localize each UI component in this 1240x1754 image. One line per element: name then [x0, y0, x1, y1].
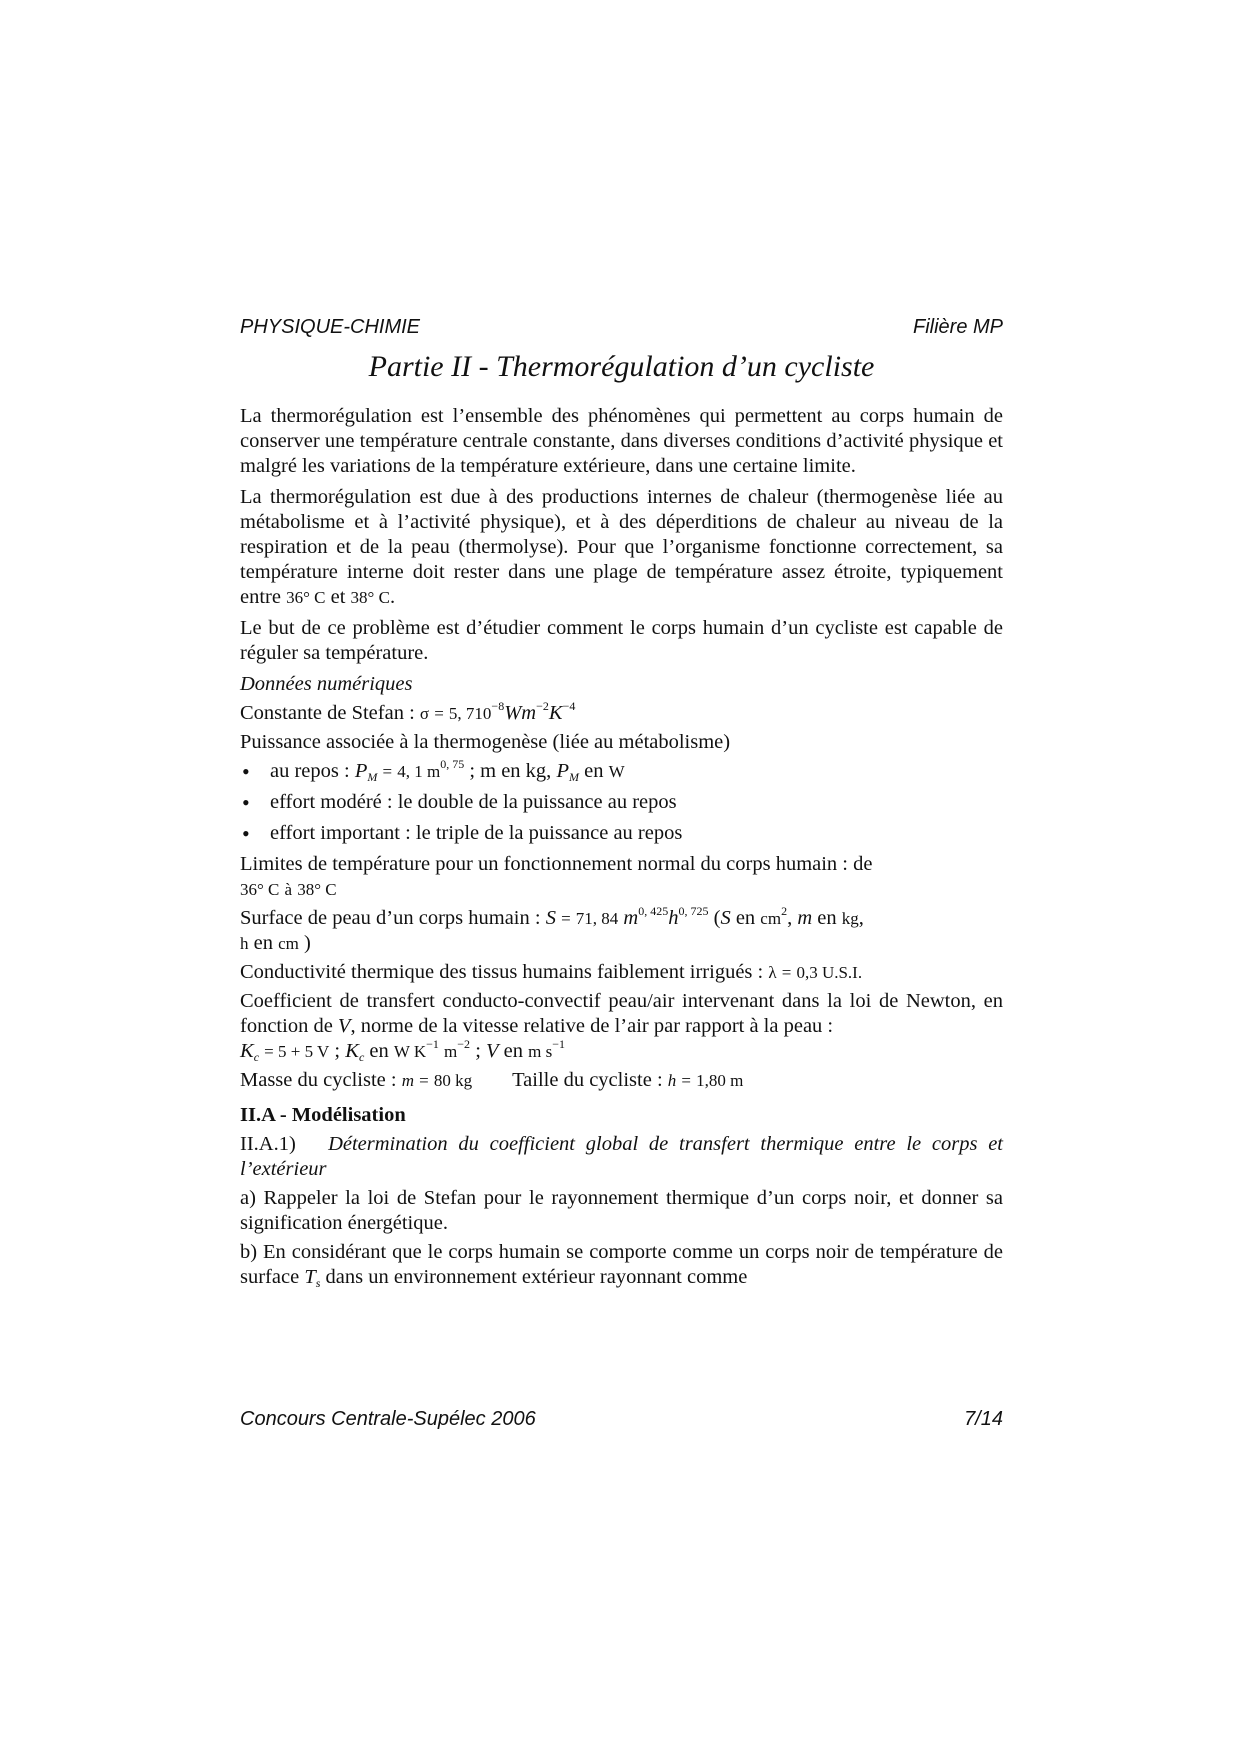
exponent: −2 [457, 1037, 471, 1051]
k-subscript: c [253, 1050, 260, 1064]
question-b-text: b) En considérant que le corps humain se comporte comme un corps noir de température de surface [240, 1241, 1003, 1288]
unit-watt: W [608, 762, 625, 781]
stefan-label: Constante de Stefan : [240, 702, 415, 724]
en-word: en [584, 760, 604, 782]
t-subscript: s [315, 1276, 321, 1290]
mass-label: Masse du cycliste : [240, 1069, 397, 1091]
power-intro: Puissance associée à la thermogenèse (liée au métabolisme) [240, 731, 731, 753]
equals: = [561, 909, 571, 928]
exponent: 0, 725 [678, 904, 709, 918]
rest-label: au repos : [270, 760, 350, 782]
question-heading [240, 1132, 1003, 1182]
pm-symbol: P [354, 760, 368, 782]
exponent: 0, 75 [440, 757, 465, 771]
comma: , [858, 907, 864, 929]
page-title: Partie II - Thermorégulation d’un cycliste [368, 350, 875, 383]
height-value: 1,80 m [696, 1071, 744, 1090]
lambda-symbol: λ [768, 963, 777, 982]
coefficient-text: Coefficient de transfert conducto-convectif peau/air intervenant dans la loi de Newton, en fonction de [240, 990, 1003, 1037]
sigma-symbol: σ [419, 704, 430, 723]
semicolon: ; [334, 1040, 341, 1062]
power-list [240, 759, 1003, 846]
unit-m: m [444, 1042, 458, 1061]
question-number: II.A.1) [240, 1133, 296, 1155]
en-word: en [735, 907, 756, 929]
mass-value: 80 kg [433, 1071, 473, 1090]
kc-formula: = 5 + 5 V [264, 1042, 330, 1061]
temperature-low: 36° C [286, 588, 326, 607]
exponent: −4 [562, 699, 576, 713]
unit-wk: W K [393, 1042, 427, 1061]
question-b [240, 1240, 1003, 1290]
temperature-low: 36° C [240, 880, 280, 899]
exponent: −1 [426, 1037, 439, 1051]
stefan-value: 5, 710 [448, 704, 492, 723]
en-word: en [253, 932, 273, 954]
exponent: −1 [552, 1037, 566, 1051]
main-text [240, 404, 1003, 1294]
unit-w: W [504, 702, 522, 724]
pm-subscript: M [367, 770, 378, 784]
temperature-limits [240, 852, 1003, 902]
skin-surface [240, 906, 1003, 956]
v-symbol: V [337, 1015, 351, 1037]
surface-label: Surface de peau d’un corps humain : [240, 907, 541, 929]
data-heading-text: Données numériques [240, 673, 413, 695]
pm-symbol: P [556, 760, 569, 782]
question-a: a) Rappeler la loi de Stefan pour le rayonnement thermique d’un corps noir, et donner sa signification énergétique. [240, 1187, 1003, 1234]
period: . [389, 586, 396, 608]
unit-kg: kg [841, 909, 859, 928]
temperature-high: 38° C [350, 588, 390, 607]
exponent: −2 [536, 699, 549, 713]
question-b-text-end: dans un environnement extérieur rayonnant comme [325, 1266, 748, 1288]
exponent: −8 [491, 699, 505, 713]
conductivity-label: Conductivité thermique des tissus humains faiblement irrigués : [240, 961, 764, 983]
t-symbol: T [304, 1266, 316, 1288]
height-label: Taille du cycliste : [512, 1069, 663, 1091]
conjunction: et [330, 586, 346, 608]
page-number: 7/14 [964, 1408, 1003, 1430]
equals: = [419, 1071, 429, 1090]
paren-open: ( [713, 907, 721, 929]
h-symbol: h [667, 1071, 677, 1090]
en-word: en [817, 907, 837, 929]
temperature-high: 38° C [297, 880, 337, 899]
equals: = [681, 1071, 691, 1090]
unit-cm: cm [278, 934, 299, 953]
unit-m: m [521, 702, 537, 724]
cyclist-data [240, 1068, 1003, 1093]
thermal-conductivity [240, 960, 1003, 985]
en-word: en [369, 1040, 389, 1062]
paren-close: ) [304, 932, 311, 954]
running-header-subject: PHYSIQUE-CHIMIE [240, 316, 421, 338]
list-item-rest [240, 759, 1003, 784]
surface-coef: 71, 84 [575, 909, 619, 928]
paragraph-goal: Le but de ce problème est d’étudier comment le corps humain d’un cycliste est capable de réguler sa température. [240, 617, 1003, 664]
paragraph-thermoregulation [240, 485, 1003, 610]
k-subscript: c [358, 1050, 365, 1064]
transfer-coefficient [240, 989, 1003, 1064]
m-symbol: m [797, 907, 813, 929]
unit-cm: cm [760, 909, 782, 928]
list-item-moderate: • effort modéré : le double de la puissance au repos [240, 790, 1003, 815]
v-symbol: V [486, 1040, 499, 1062]
rest-units: ; m en kg, [469, 760, 552, 782]
equals: = [382, 762, 393, 781]
exponent: 2 [781, 904, 788, 918]
limits-text: Limites de température pour un fonctionnement normal du corps humain : de [240, 853, 873, 875]
equals: = [434, 704, 444, 723]
m-symbol: m [401, 1071, 414, 1090]
paragraph-intro: La thermorégulation est l’ensemble des phénomènes qui permettent au corps humain de conserver une température centrale constante, dans diverses conditions d’activité physique et malgré les variations de la température extérieure, dans une certaine limite. [240, 405, 1003, 477]
coefficient-text-end: , norme de la vitesse relative de l’air par rapport à la peau : [350, 1015, 834, 1037]
s-symbol: S [545, 907, 556, 929]
unit-ms: m s [528, 1042, 553, 1061]
stefan-constant [240, 701, 1003, 726]
en-word: en [503, 1040, 524, 1062]
equals: = [781, 963, 792, 982]
m-symbol: m [623, 907, 639, 929]
conjunction: à [284, 880, 293, 899]
s-symbol: S [720, 907, 731, 929]
k-symbol: K [240, 1040, 254, 1062]
data-heading [240, 672, 1003, 697]
paragraph-text: La thermorégulation est due à des productions internes de chaleur (thermogenèse liée au métabolisme et à l’activité physique), et à des déperditions de chaleur au niveau de la respiration et de la peau (thermolyse). Pour que l’organisme fonctionne correctement, sa température interne doit rester dans une plage de température assez étroite, typiquement entre [240, 486, 1003, 608]
running-footer-contest: Concours Centrale-Supélec 2006 [240, 1408, 536, 1430]
unit-k: K [548, 702, 563, 724]
rest-value: 4, 1 m [397, 762, 441, 781]
question-title: Détermination du coefficient global de transfert thermique entre le corps et l’extérieur [240, 1133, 1003, 1180]
exponent: 0, 425 [638, 904, 669, 918]
section-heading: II.A - Modélisation [240, 1104, 406, 1126]
h-symbol: h [668, 907, 679, 929]
running-header-track: Filière MP [912, 316, 1003, 338]
semicolon: ; [475, 1040, 481, 1062]
h-symbol: h [240, 934, 249, 953]
pm-subscript: M [568, 770, 579, 784]
list-item-intense: • effort important : le triple de la puissance au repos [240, 821, 1003, 846]
comma: , [787, 907, 793, 929]
k-symbol: K [345, 1040, 359, 1062]
conductivity-value: 0,3 U.S.I. [796, 963, 863, 982]
